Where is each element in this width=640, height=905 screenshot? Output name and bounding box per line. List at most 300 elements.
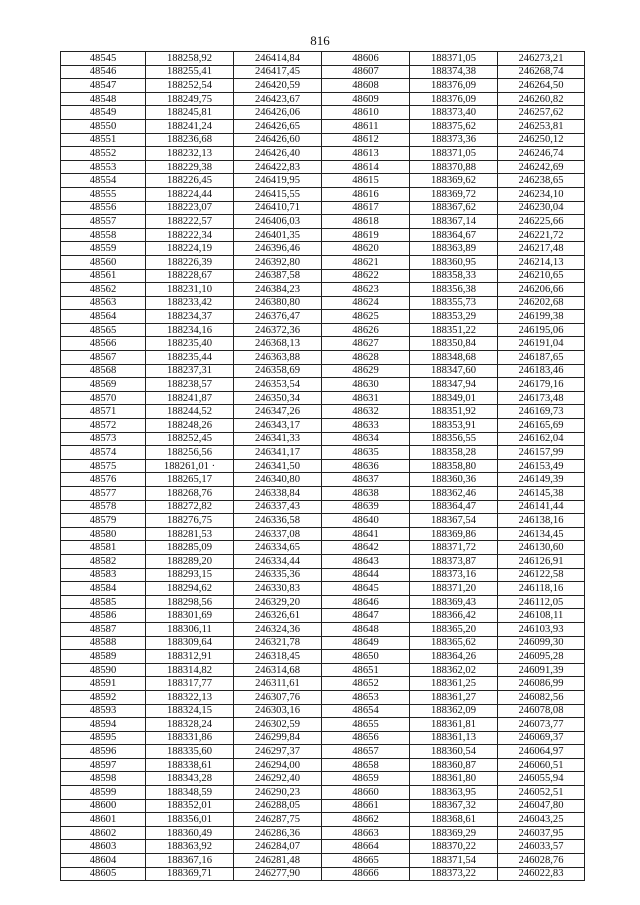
y-coordinate-left-cell: 246419,95 — [234, 174, 322, 188]
table-row — [61, 391, 585, 405]
point-number-left-cell: 48568 — [61, 364, 146, 378]
x-coordinate-left-cell: 188234,16 — [146, 323, 234, 337]
y-coordinate-right-cell: 246082,56 — [498, 690, 585, 704]
table-row — [61, 119, 585, 133]
table-row — [61, 283, 585, 297]
x-coordinate-left-cell: 188276,75 — [146, 514, 234, 528]
table-row — [61, 147, 585, 161]
y-coordinate-right-cell: 246157,99 — [498, 446, 585, 460]
x-coordinate-left-cell: 188367,16 — [146, 854, 234, 868]
x-coordinate-right-cell: 188358,33 — [410, 269, 498, 283]
table-row — [61, 106, 585, 120]
y-coordinate-left-cell: 246321,78 — [234, 636, 322, 650]
point-number-left-cell: 48574 — [61, 446, 146, 460]
point-number-left-cell: 48578 — [61, 500, 146, 514]
point-number-right-cell: 48656 — [322, 731, 410, 745]
y-coordinate-right-cell: 246169,73 — [498, 405, 585, 419]
point-number-right-cell: 48608 — [322, 79, 410, 93]
coordinates-table — [60, 51, 585, 881]
y-coordinate-right-cell: 246037,95 — [498, 826, 585, 840]
table-row — [61, 65, 585, 79]
table-row — [61, 446, 585, 460]
y-coordinate-right-cell: 246260,82 — [498, 92, 585, 106]
x-coordinate-right-cell: 188347,94 — [410, 378, 498, 392]
point-number-left-cell: 48589 — [61, 650, 146, 664]
table-row — [61, 378, 585, 392]
y-coordinate-left-cell: 246426,40 — [234, 147, 322, 161]
point-number-right-cell: 48652 — [322, 677, 410, 691]
point-number-right-cell: 48644 — [322, 568, 410, 582]
y-coordinate-right-cell: 246149,39 — [498, 473, 585, 487]
y-coordinate-left-cell: 246324,36 — [234, 622, 322, 636]
point-number-left-cell: 48567 — [61, 351, 146, 365]
x-coordinate-right-cell: 188373,22 — [410, 867, 498, 881]
y-coordinate-left-cell: 246392,80 — [234, 255, 322, 269]
table-row — [61, 595, 585, 609]
x-coordinate-right-cell: 188363,89 — [410, 242, 498, 256]
y-coordinate-left-cell: 246329,20 — [234, 595, 322, 609]
x-coordinate-right-cell: 188348,68 — [410, 351, 498, 365]
y-coordinate-left-cell: 246417,45 — [234, 65, 322, 79]
table-row — [61, 677, 585, 691]
x-coordinate-right-cell: 188365,62 — [410, 636, 498, 650]
point-number-right-cell: 48660 — [322, 786, 410, 800]
y-coordinate-right-cell: 246055,94 — [498, 772, 585, 786]
y-coordinate-right-cell: 246122,58 — [498, 568, 585, 582]
x-coordinate-left-cell: 188268,76 — [146, 487, 234, 501]
y-coordinate-right-cell: 246052,51 — [498, 786, 585, 800]
x-coordinate-left-cell: 188229,38 — [146, 160, 234, 174]
x-coordinate-right-cell: 188356,38 — [410, 283, 498, 297]
point-number-left-cell: 48558 — [61, 228, 146, 242]
point-number-right-cell: 48651 — [322, 663, 410, 677]
x-coordinate-right-cell: 188362,02 — [410, 663, 498, 677]
x-coordinate-right-cell: 188371,54 — [410, 854, 498, 868]
point-number-left-cell: 48597 — [61, 758, 146, 772]
point-number-right-cell: 48610 — [322, 106, 410, 120]
table-row — [61, 296, 585, 310]
point-number-left-cell: 48600 — [61, 799, 146, 813]
table-row — [61, 514, 585, 528]
point-number-left-cell: 48581 — [61, 541, 146, 555]
y-coordinate-left-cell: 246368,13 — [234, 337, 322, 351]
table-row — [61, 813, 585, 827]
point-number-left-cell: 48551 — [61, 133, 146, 147]
y-coordinate-right-cell: 246022,83 — [498, 867, 585, 881]
table-row — [61, 663, 585, 677]
x-coordinate-left-cell: 188233,42 — [146, 296, 234, 310]
table-row — [61, 554, 585, 568]
x-coordinate-left-cell: 188241,24 — [146, 119, 234, 133]
y-coordinate-right-cell: 246206,66 — [498, 283, 585, 297]
x-coordinate-right-cell: 188353,91 — [410, 419, 498, 433]
y-coordinate-left-cell: 246318,45 — [234, 650, 322, 664]
table-row — [61, 745, 585, 759]
y-coordinate-right-cell: 246273,21 — [498, 52, 585, 66]
y-coordinate-left-cell: 246341,17 — [234, 446, 322, 460]
y-coordinate-right-cell: 246103,93 — [498, 622, 585, 636]
table-row — [61, 92, 585, 106]
table-row — [61, 718, 585, 732]
y-coordinate-left-cell: 246337,08 — [234, 527, 322, 541]
point-number-left-cell: 48572 — [61, 419, 146, 433]
point-number-left-cell: 48591 — [61, 677, 146, 691]
table-row — [61, 419, 585, 433]
y-coordinate-right-cell: 246108,11 — [498, 609, 585, 623]
y-coordinate-left-cell: 246292,40 — [234, 772, 322, 786]
y-coordinate-left-cell: 246380,80 — [234, 296, 322, 310]
y-coordinate-left-cell: 246415,55 — [234, 187, 322, 201]
y-coordinate-left-cell: 246314,68 — [234, 663, 322, 677]
point-number-right-cell: 48657 — [322, 745, 410, 759]
x-coordinate-left-cell: 188331,86 — [146, 731, 234, 745]
page-number: 816 — [310, 33, 330, 48]
x-coordinate-left-cell: 188301,69 — [146, 609, 234, 623]
y-coordinate-left-cell: 246347,26 — [234, 405, 322, 419]
x-coordinate-right-cell: 188371,72 — [410, 541, 498, 555]
point-number-left-cell: 48562 — [61, 283, 146, 297]
point-number-right-cell: 48632 — [322, 405, 410, 419]
x-coordinate-right-cell: 188370,22 — [410, 840, 498, 854]
point-number-left-cell: 48547 — [61, 79, 146, 93]
x-coordinate-right-cell: 188375,62 — [410, 119, 498, 133]
point-number-left-cell: 48580 — [61, 527, 146, 541]
table-row — [61, 487, 585, 501]
point-number-right-cell: 48645 — [322, 582, 410, 596]
x-coordinate-left-cell: 188222,34 — [146, 228, 234, 242]
x-coordinate-right-cell: 188358,28 — [410, 446, 498, 460]
x-coordinate-right-cell: 188367,54 — [410, 514, 498, 528]
x-coordinate-left-cell: 188244,52 — [146, 405, 234, 419]
point-number-left-cell: 48577 — [61, 487, 146, 501]
x-coordinate-right-cell: 188373,36 — [410, 133, 498, 147]
point-number-left-cell: 48552 — [61, 147, 146, 161]
point-number-right-cell: 48630 — [322, 378, 410, 392]
x-coordinate-right-cell: 188370,88 — [410, 160, 498, 174]
x-coordinate-right-cell: 188361,13 — [410, 731, 498, 745]
point-number-right-cell: 48654 — [322, 704, 410, 718]
x-coordinate-left-cell: 188232,13 — [146, 147, 234, 161]
x-coordinate-right-cell: 188369,72 — [410, 187, 498, 201]
point-number-right-cell: 48664 — [322, 840, 410, 854]
point-number-right-cell: 48633 — [322, 419, 410, 433]
y-coordinate-right-cell: 246253,81 — [498, 119, 585, 133]
x-coordinate-left-cell: 188272,82 — [146, 500, 234, 514]
point-number-left-cell: 48557 — [61, 215, 146, 229]
y-coordinate-right-cell: 246246,74 — [498, 147, 585, 161]
table-row — [61, 79, 585, 93]
point-number-right-cell: 48647 — [322, 609, 410, 623]
x-coordinate-left-cell: 188312,91 — [146, 650, 234, 664]
table-row — [61, 541, 585, 555]
x-coordinate-right-cell: 188361,25 — [410, 677, 498, 691]
x-coordinate-left-cell: 188235,44 — [146, 351, 234, 365]
point-number-left-cell: 48561 — [61, 269, 146, 283]
point-number-right-cell: 48655 — [322, 718, 410, 732]
x-coordinate-right-cell: 188367,62 — [410, 201, 498, 215]
y-coordinate-left-cell: 246353,54 — [234, 378, 322, 392]
y-coordinate-right-cell: 246134,45 — [498, 527, 585, 541]
x-coordinate-left-cell: 188249,75 — [146, 92, 234, 106]
y-coordinate-left-cell: 246284,07 — [234, 840, 322, 854]
point-number-right-cell: 48628 — [322, 351, 410, 365]
y-coordinate-left-cell: 246396,46 — [234, 242, 322, 256]
point-number-left-cell: 48555 — [61, 187, 146, 201]
point-number-right-cell: 48635 — [322, 446, 410, 460]
x-coordinate-right-cell: 188369,86 — [410, 527, 498, 541]
point-number-right-cell: 48615 — [322, 174, 410, 188]
x-coordinate-left-cell: 188222,57 — [146, 215, 234, 229]
point-number-right-cell: 48637 — [322, 473, 410, 487]
x-coordinate-right-cell: 188360,95 — [410, 255, 498, 269]
point-number-left-cell: 48583 — [61, 568, 146, 582]
table-row — [61, 364, 585, 378]
point-number-right-cell: 48653 — [322, 690, 410, 704]
y-coordinate-right-cell: 246195,06 — [498, 323, 585, 337]
x-coordinate-left-cell: 188298,56 — [146, 595, 234, 609]
y-coordinate-right-cell: 246141,44 — [498, 500, 585, 514]
point-number-left-cell: 48545 — [61, 52, 146, 66]
y-coordinate-right-cell: 246165,69 — [498, 419, 585, 433]
y-coordinate-right-cell: 246199,38 — [498, 310, 585, 324]
x-coordinate-left-cell: 188335,60 — [146, 745, 234, 759]
table-row — [61, 690, 585, 704]
x-coordinate-right-cell: 188364,26 — [410, 650, 498, 664]
y-coordinate-right-cell: 246078,08 — [498, 704, 585, 718]
point-number-right-cell: 48627 — [322, 337, 410, 351]
point-number-left-cell: 48602 — [61, 826, 146, 840]
x-coordinate-left-cell: 188324,15 — [146, 704, 234, 718]
y-coordinate-right-cell: 246091,39 — [498, 663, 585, 677]
x-coordinate-left-cell: 188252,54 — [146, 79, 234, 93]
point-number-left-cell: 48596 — [61, 745, 146, 759]
point-number-left-cell: 48554 — [61, 174, 146, 188]
point-number-left-cell: 48594 — [61, 718, 146, 732]
x-coordinate-right-cell: 188361,80 — [410, 772, 498, 786]
y-coordinate-right-cell: 246047,80 — [498, 799, 585, 813]
table-row — [61, 731, 585, 745]
y-coordinate-left-cell: 246384,23 — [234, 283, 322, 297]
x-coordinate-right-cell: 188373,87 — [410, 554, 498, 568]
y-coordinate-right-cell: 246230,04 — [498, 201, 585, 215]
x-coordinate-right-cell: 188351,22 — [410, 323, 498, 337]
table-row — [61, 786, 585, 800]
point-number-left-cell: 48573 — [61, 432, 146, 446]
x-coordinate-left-cell: 188258,92 — [146, 52, 234, 66]
table-row — [61, 799, 585, 813]
x-coordinate-right-cell: 188351,92 — [410, 405, 498, 419]
table-row — [61, 215, 585, 229]
point-number-left-cell: 48584 — [61, 582, 146, 596]
y-coordinate-right-cell: 246187,65 — [498, 351, 585, 365]
table-row — [61, 772, 585, 786]
y-coordinate-right-cell: 246112,05 — [498, 595, 585, 609]
y-coordinate-left-cell: 246299,84 — [234, 731, 322, 745]
x-coordinate-right-cell: 188355,73 — [410, 296, 498, 310]
point-number-right-cell: 48619 — [322, 228, 410, 242]
y-coordinate-left-cell: 246294,00 — [234, 758, 322, 772]
x-coordinate-right-cell: 188376,09 — [410, 92, 498, 106]
point-number-right-cell: 48636 — [322, 459, 410, 473]
point-number-left-cell: 48579 — [61, 514, 146, 528]
x-coordinate-right-cell: 188364,67 — [410, 228, 498, 242]
point-number-left-cell: 48595 — [61, 731, 146, 745]
y-coordinate-left-cell: 246288,05 — [234, 799, 322, 813]
y-coordinate-left-cell: 246335,36 — [234, 568, 322, 582]
y-coordinate-right-cell: 246073,77 — [498, 718, 585, 732]
table-row — [61, 500, 585, 514]
x-coordinate-right-cell: 188360,87 — [410, 758, 498, 772]
y-coordinate-right-cell: 246130,60 — [498, 541, 585, 555]
y-coordinate-left-cell: 246336,58 — [234, 514, 322, 528]
point-number-right-cell: 48617 — [322, 201, 410, 215]
y-coordinate-left-cell: 246341,33 — [234, 432, 322, 446]
x-coordinate-left-cell: 188255,41 — [146, 65, 234, 79]
y-coordinate-left-cell: 246341,50 — [234, 459, 322, 473]
table-row — [61, 52, 585, 66]
x-coordinate-left-cell: 188261,01 · — [146, 459, 234, 473]
y-coordinate-right-cell: 246179,16 — [498, 378, 585, 392]
x-coordinate-right-cell: 188347,60 — [410, 364, 498, 378]
y-coordinate-right-cell: 246145,38 — [498, 487, 585, 501]
point-number-left-cell: 48604 — [61, 854, 146, 868]
y-coordinate-right-cell: 246264,50 — [498, 79, 585, 93]
point-number-left-cell: 48575 — [61, 459, 146, 473]
y-coordinate-right-cell: 246153,49 — [498, 459, 585, 473]
table-row — [61, 133, 585, 147]
x-coordinate-left-cell: 188256,56 — [146, 446, 234, 460]
x-coordinate-left-cell: 188241,87 — [146, 391, 234, 405]
x-coordinate-left-cell: 188317,77 — [146, 677, 234, 691]
point-number-left-cell: 48599 — [61, 786, 146, 800]
x-coordinate-left-cell: 188223,07 — [146, 201, 234, 215]
table-row — [61, 867, 585, 881]
point-number-right-cell: 48659 — [322, 772, 410, 786]
table-row — [61, 758, 585, 772]
y-coordinate-left-cell: 246410,71 — [234, 201, 322, 215]
x-coordinate-right-cell: 188350,84 — [410, 337, 498, 351]
table-row — [61, 187, 585, 201]
point-number-left-cell: 48585 — [61, 595, 146, 609]
x-coordinate-left-cell: 188338,61 — [146, 758, 234, 772]
x-coordinate-left-cell: 188248,26 — [146, 419, 234, 433]
table-row — [61, 854, 585, 868]
y-coordinate-left-cell: 246422,83 — [234, 160, 322, 174]
point-number-left-cell: 48549 — [61, 106, 146, 120]
point-number-right-cell: 48624 — [322, 296, 410, 310]
y-coordinate-right-cell: 246221,72 — [498, 228, 585, 242]
point-number-right-cell: 48641 — [322, 527, 410, 541]
x-coordinate-right-cell: 188369,29 — [410, 826, 498, 840]
table-row — [61, 242, 585, 256]
y-coordinate-left-cell: 246302,59 — [234, 718, 322, 732]
y-coordinate-right-cell: 246064,97 — [498, 745, 585, 759]
x-coordinate-left-cell: 188293,15 — [146, 568, 234, 582]
point-number-left-cell: 48605 — [61, 867, 146, 881]
x-coordinate-right-cell: 188362,09 — [410, 704, 498, 718]
table-row — [61, 473, 585, 487]
x-coordinate-left-cell: 188363,92 — [146, 840, 234, 854]
y-coordinate-right-cell: 246234,10 — [498, 187, 585, 201]
y-coordinate-left-cell: 246426,65 — [234, 119, 322, 133]
y-coordinate-left-cell: 246376,47 — [234, 310, 322, 324]
point-number-right-cell: 48622 — [322, 269, 410, 283]
table-row — [61, 636, 585, 650]
y-coordinate-right-cell: 246268,74 — [498, 65, 585, 79]
y-coordinate-left-cell: 246290,23 — [234, 786, 322, 800]
table-row — [61, 310, 585, 324]
x-coordinate-left-cell: 188237,31 — [146, 364, 234, 378]
point-number-right-cell: 48609 — [322, 92, 410, 106]
point-number-right-cell: 48616 — [322, 187, 410, 201]
point-number-left-cell: 48569 — [61, 378, 146, 392]
x-coordinate-right-cell: 188371,20 — [410, 582, 498, 596]
y-coordinate-left-cell: 246311,61 — [234, 677, 322, 691]
x-coordinate-right-cell: 188373,40 — [410, 106, 498, 120]
y-coordinate-left-cell: 246423,67 — [234, 92, 322, 106]
point-number-left-cell: 48548 — [61, 92, 146, 106]
x-coordinate-right-cell: 188362,46 — [410, 487, 498, 501]
point-number-right-cell: 48662 — [322, 813, 410, 827]
point-number-right-cell: 48639 — [322, 500, 410, 514]
x-coordinate-right-cell: 188369,62 — [410, 174, 498, 188]
x-coordinate-right-cell: 188358,80 — [410, 459, 498, 473]
y-coordinate-right-cell: 246183,46 — [498, 364, 585, 378]
point-number-right-cell: 48614 — [322, 160, 410, 174]
point-number-right-cell: 48621 — [322, 255, 410, 269]
x-coordinate-left-cell: 188306,11 — [146, 622, 234, 636]
x-coordinate-left-cell: 188226,45 — [146, 174, 234, 188]
x-coordinate-left-cell: 188226,39 — [146, 255, 234, 269]
x-coordinate-right-cell: 188353,29 — [410, 310, 498, 324]
table-row — [61, 201, 585, 215]
point-number-left-cell: 48570 — [61, 391, 146, 405]
x-coordinate-right-cell: 188369,43 — [410, 595, 498, 609]
point-number-right-cell: 48642 — [322, 541, 410, 555]
point-number-left-cell: 48553 — [61, 160, 146, 174]
point-number-left-cell: 48590 — [61, 663, 146, 677]
y-coordinate-right-cell: 246138,16 — [498, 514, 585, 528]
y-coordinate-left-cell: 246286,36 — [234, 826, 322, 840]
y-coordinate-left-cell: 246340,80 — [234, 473, 322, 487]
y-coordinate-right-cell: 246191,04 — [498, 337, 585, 351]
point-number-left-cell: 48550 — [61, 119, 146, 133]
y-coordinate-left-cell: 246330,83 — [234, 582, 322, 596]
point-number-right-cell: 48649 — [322, 636, 410, 650]
point-number-left-cell: 48598 — [61, 772, 146, 786]
point-number-left-cell: 48571 — [61, 405, 146, 419]
x-coordinate-left-cell: 188289,20 — [146, 554, 234, 568]
y-coordinate-left-cell: 246343,17 — [234, 419, 322, 433]
table-row — [61, 568, 585, 582]
x-coordinate-left-cell: 188322,13 — [146, 690, 234, 704]
y-coordinate-right-cell: 246250,12 — [498, 133, 585, 147]
y-coordinate-left-cell: 246363,88 — [234, 351, 322, 365]
point-number-right-cell: 48640 — [322, 514, 410, 528]
point-number-left-cell: 48593 — [61, 704, 146, 718]
y-coordinate-right-cell: 246043,25 — [498, 813, 585, 827]
x-coordinate-right-cell: 188361,81 — [410, 718, 498, 732]
y-coordinate-left-cell: 246426,60 — [234, 133, 322, 147]
y-coordinate-right-cell: 246202,68 — [498, 296, 585, 310]
point-number-left-cell: 48601 — [61, 813, 146, 827]
x-coordinate-left-cell: 188343,28 — [146, 772, 234, 786]
point-number-right-cell: 48606 — [322, 52, 410, 66]
point-number-right-cell: 48620 — [322, 242, 410, 256]
x-coordinate-left-cell: 188294,62 — [146, 582, 234, 596]
x-coordinate-left-cell: 188285,09 — [146, 541, 234, 555]
table-row — [61, 174, 585, 188]
